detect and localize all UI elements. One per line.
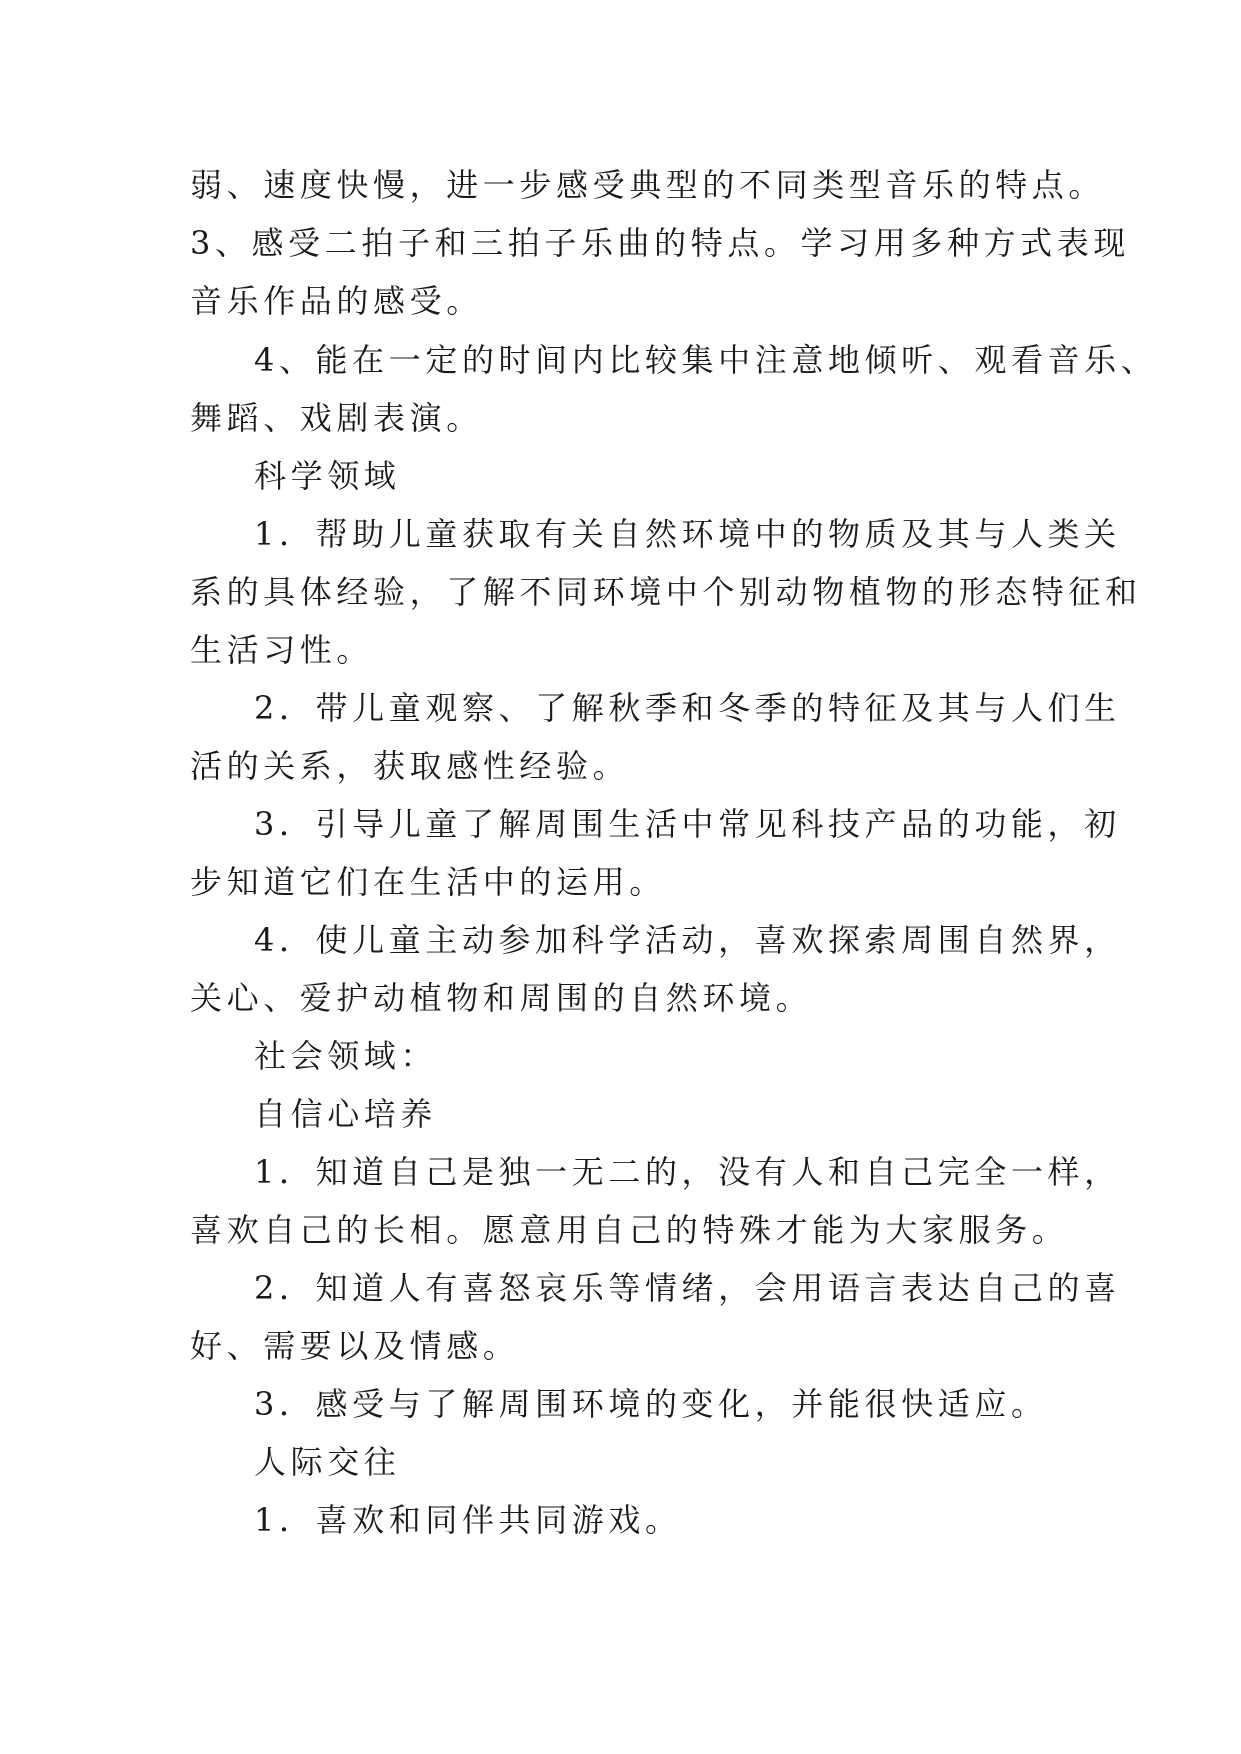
text-line: 2．知道人有喜怒哀乐等情绪，会用语言表达自己的喜 <box>254 1269 1121 1307</box>
text-line: 喜欢自己的长相。愿意用自己的特殊才能为大家服务。 <box>190 1211 1069 1249</box>
text-line: 生活习性。 <box>190 631 374 669</box>
text-line: 3．引导儿童了解周围生活中常见科技产品的功能，初 <box>254 805 1121 843</box>
text-line: 关心、爱护动植物和周围的自然环境。 <box>190 979 813 1017</box>
text-line: 2．带儿童观察、了解秋季和冬季的特征及其与人们生 <box>254 689 1121 727</box>
text-line: 步知道它们在生活中的运用。 <box>190 863 666 901</box>
text-line: 4、能在一定的时间内比较集中注意地倾听、观看音乐、 <box>254 341 1158 379</box>
text-line: 舞蹈、戏剧表演。 <box>190 399 483 437</box>
text-line: 4．使儿童主动参加科学活动，喜欢探索周围自然界， <box>254 921 1121 959</box>
text-line: 1．知道自己是独一无二的，没有人和自己完全一样， <box>254 1153 1121 1191</box>
text-line: 1．帮助儿童获取有关自然环境中的物质及其与人类关 <box>254 515 1121 553</box>
text-line: 活的关系，获取感性经验。 <box>190 747 630 785</box>
subsection-heading: 人际交往 <box>254 1443 401 1481</box>
text-line: 系的具体经验，了解不同环境中个别动物植物的形态特征和 <box>190 573 1142 611</box>
text-line: 音乐作品的感受。 <box>190 282 483 320</box>
section-heading: 科学领域 <box>254 457 401 495</box>
section-heading: 社会领域： <box>254 1037 438 1075</box>
text-line: 好、需要以及情感。 <box>190 1327 520 1365</box>
text-line: 3、感受二拍子和三拍子乐曲的特点。学习用多种方式表现 <box>190 224 1130 262</box>
text-line: 弱、速度快慢，进一步感受典型的不同类型音乐的特点。 <box>190 166 1106 204</box>
subsection-heading: 自信心培养 <box>254 1095 438 1133</box>
text-line: 3．感受与了解周围环境的变化，并能很快适应。 <box>254 1385 1048 1423</box>
text-line: 1．喜欢和同伴共同游戏。 <box>254 1501 682 1539</box>
